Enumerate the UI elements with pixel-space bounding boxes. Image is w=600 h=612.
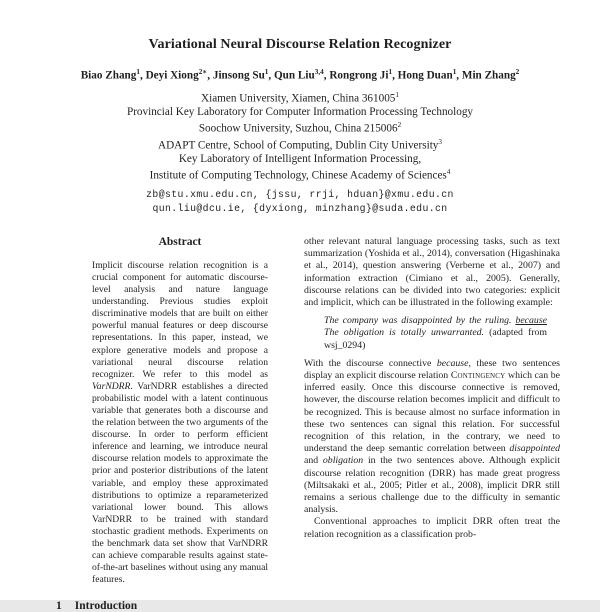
author-affiliation-marker: 3,4 — [314, 68, 324, 76]
paragraph — [304, 358, 560, 517]
affiliation-marker: 4 — [446, 167, 451, 176]
text-segment: (adapted from wsj_0294) — [324, 327, 547, 351]
email-line: zb@stu.xmu.edu.cn, {jssu, rrji, hduan}@xmu.edu.cn — [146, 188, 454, 200]
email-block — [0, 188, 600, 216]
text-segment: which can be inferred easily. Once this discourse connective is removed, however, the discourse relation becomes implicit and difficult to be recognized. This is because almost no surface information in these two sentences can signal this relation. For successful recognition of this relation, in the contrary, we need to understand the deep semantic correlation between — [304, 369, 560, 455]
author-name: Qun Liu — [273, 69, 315, 82]
section-title: Introduction — [74, 600, 138, 612]
author-affiliation-marker: 1 — [264, 68, 269, 76]
section-number: 1 — [56, 600, 62, 612]
text-segment: . VarNDRR establishes a directed probabilistic model with a latent continuous variable that generates both a discourse and the relation between the two arguments of the discourse. In order to perform efficient inference and learning, we introduce neural discourse relation models to approximate the prior and posterior distributions of the latent variable, and employ these approximated distributions to optimize a reparameterized variational lower bound. This allows VarNDRR to be trained with standard stochastic gradient methods. Experiments on the benchmark data set show that VarNDRR can achieve comparable results against state-of-the-art baselines without using any manual features. — [92, 380, 268, 586]
paragraph-continuation — [304, 236, 560, 309]
affiliation-line: Key Laboratory of Intelligent Information Processing, — [178, 152, 422, 165]
text-segment: other relevant natural language processing tasks, such as text summarization (Yoshida et al., 2014), conversation (Higashinaka et al., 2014), question answering (Verberne et al., 2007) and information extraction (Cimiano et al., 2005). Generally, discourse relations can be divided into two categories: explicit and implicit, which can be illustrated in the following example: — [304, 235, 560, 308]
text-segment: VarNDRR — [92, 380, 131, 392]
abstract-heading: Abstract — [158, 235, 202, 248]
abstract-text — [92, 260, 268, 587]
author-name: Hong Duan — [397, 69, 453, 82]
author-name: Jinsong Su — [212, 69, 265, 82]
text-segment: The company was disappointed by the ruling. — [324, 315, 516, 327]
text-segment: and — [304, 455, 323, 467]
author-name: Deyi Xiong — [145, 69, 199, 82]
affiliation-line: ADAPT Centre, School of Computing, Dublin City University$^3$ — [157, 137, 442, 152]
text-segment: The obligation is totally unwarranted. — [324, 327, 485, 339]
text-segment: in the two sentences above. Although explicit discourse relation recognition (DRR) has made great progress (Miltsakaki et al., 2005; Pitler et al., 2008), implicit DRR still remains a serious challenge due to the difficulty in semantic analysis. — [304, 455, 560, 516]
author-name: Biao Zhang — [80, 69, 137, 82]
affiliation-block — [0, 89, 600, 183]
author-name: Rongrong Ji — [329, 69, 389, 82]
affiliation-marker: 2 — [397, 120, 402, 129]
affiliation-line: Institute of Computing Technology, Chinese Academy of Sciences$^4$ — [149, 167, 451, 182]
text-segment: With the discourse connective — [304, 357, 437, 369]
right-column — [304, 236, 560, 612]
example-quote — [324, 315, 547, 352]
text-segment: Implicit discourse relation recognition is a crucial component for automatic discourse-level analysis and nature language understanding. Previous studies exploit discriminative models that are built on either powerful manual features or deep discourse representations. In this paper, instead, we explore generative models and propose a variational neural discourse relation recognizer. We refer to this model as — [92, 259, 268, 380]
affiliation-marker: 3 — [438, 137, 442, 146]
text-segment: because — [515, 315, 547, 327]
author-line: Biao Zhang$^1$, Deyi Xiong$^{2∗}$, Jinsong Su$^1$, Qun Liu$^{3,4}$, Rongrong Ji$^1$, Hong Duan$^1$, Min Zhang$^2$ — [80, 68, 520, 82]
abstract-section — [56, 236, 298, 587]
text-segment: Contingency — [450, 369, 506, 381]
paper-header — [0, 0, 600, 216]
author-affiliation-marker: 1 — [452, 68, 457, 76]
email-line: qun.liu@dcu.ie, {dyxiong, minzhang}@suda.edu.cn — [152, 202, 448, 214]
text-segment: disappointed — [509, 443, 560, 455]
affiliation-line: Xiamen University, Xiamen, China 361005$^1$ — [201, 90, 399, 105]
text-segment: Conventional approaches to implicit DRR often treat the relation recognition as a classification prob- — [304, 516, 560, 540]
paper-title: Variational Neural Discourse Relation Recognizer — [148, 37, 452, 52]
section-heading-introduction — [56, 600, 298, 612]
author-affiliation-marker: 2∗ — [198, 68, 208, 76]
author-affiliation-marker: 1 — [136, 68, 140, 76]
text-segment: because — [436, 357, 469, 369]
paragraph — [304, 516, 560, 540]
author-affiliation-marker: 2 — [515, 68, 520, 76]
two-column-body — [0, 236, 600, 612]
affiliation-line: Provincial Key Laboratory for Computer Information Processing Technology — [126, 105, 474, 118]
affiliation-line: Soochow University, Suzhou, China 215006$^2$ — [198, 120, 402, 135]
text-segment: , these two sentences display an explicit discourse relation — [304, 357, 560, 381]
author-name: Min Zhang — [461, 69, 516, 82]
author-affiliation-marker: 1 — [388, 68, 393, 76]
affiliation-marker: 1 — [395, 90, 399, 99]
left-column — [56, 236, 298, 612]
text-segment: obligation — [322, 455, 364, 467]
